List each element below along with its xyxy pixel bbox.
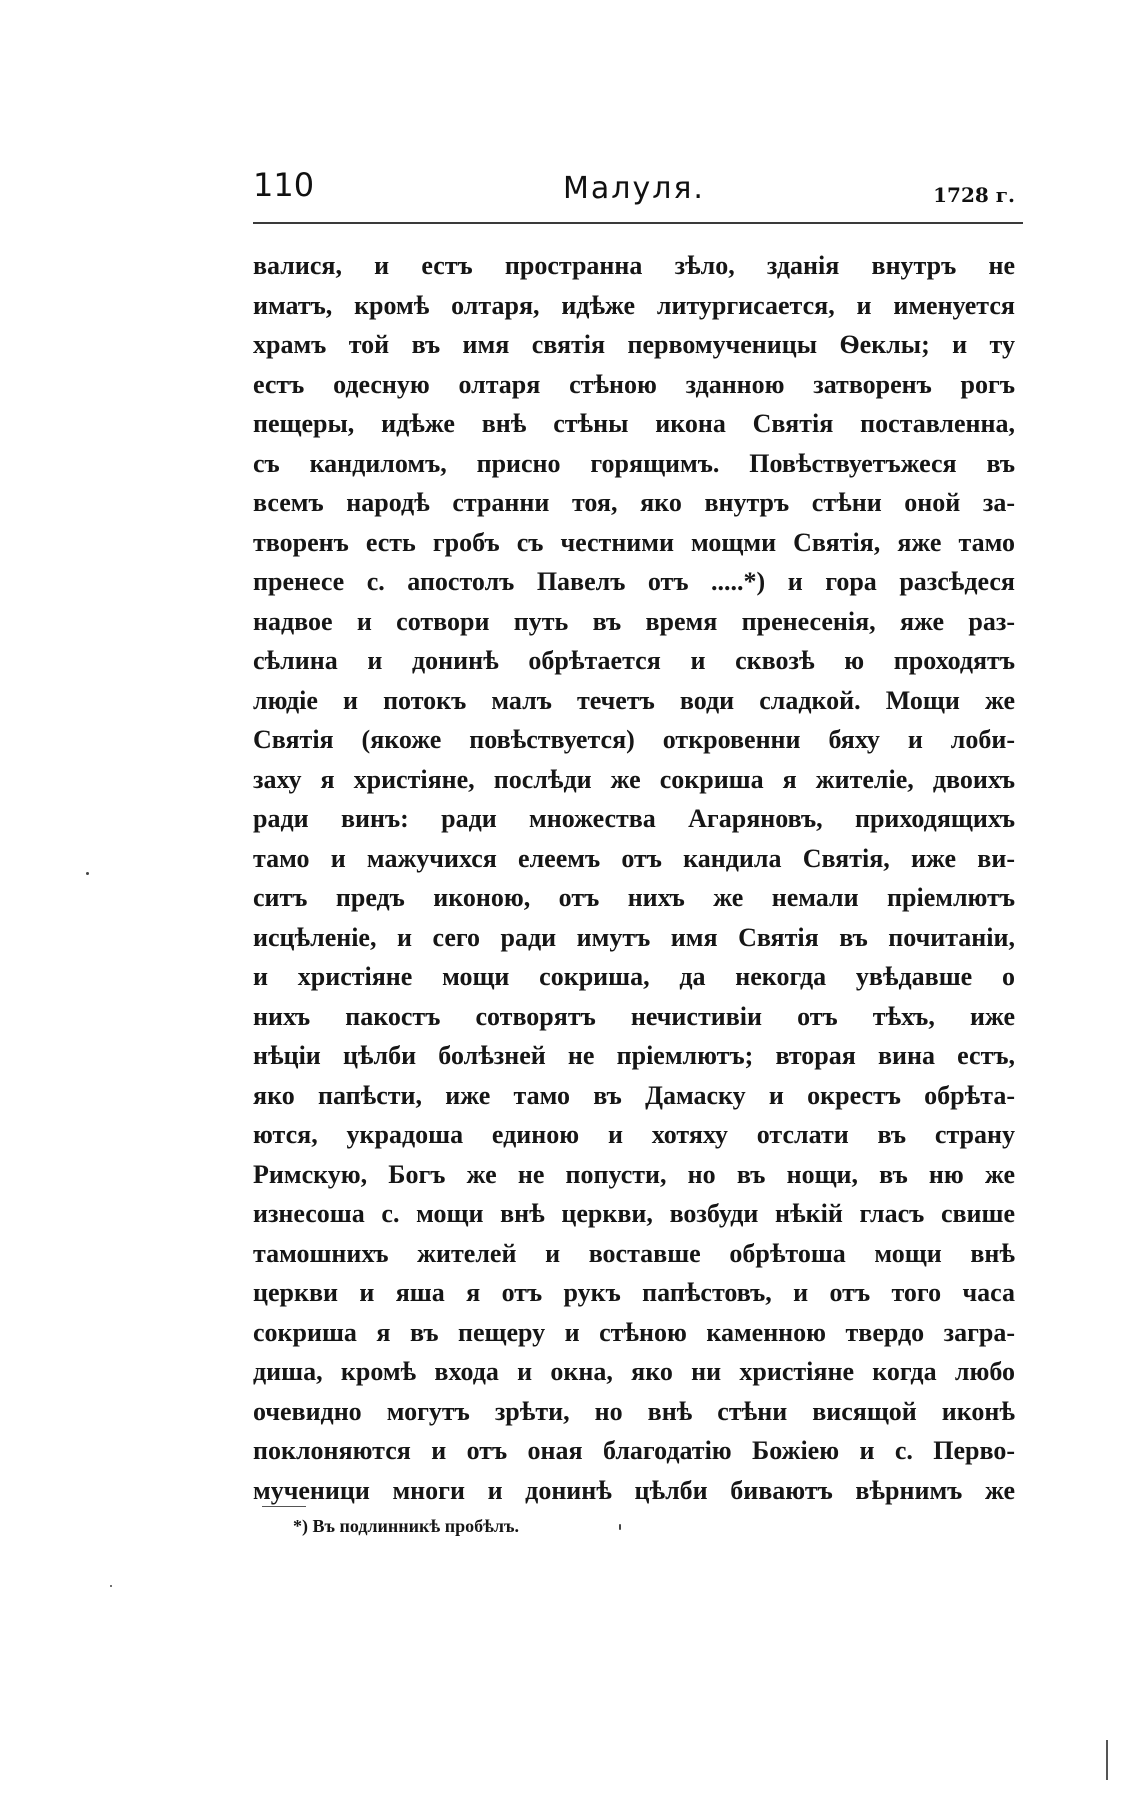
header-rule bbox=[253, 222, 1023, 224]
text-line: творенъ есть гробъ съ честними мощми Святія, яже тамо bbox=[253, 527, 1015, 557]
scan-speck bbox=[619, 1524, 621, 1530]
text-line: нѣціи цѣлби болѣзней не пріемлютъ; вторая вина естъ, bbox=[253, 1041, 1015, 1070]
page-number: 110 bbox=[253, 166, 315, 204]
year-label: 1728 г. bbox=[933, 183, 1015, 207]
text-line: храмъ той въ имя святія первомученицы Ѳеклы; и ту bbox=[253, 330, 1015, 359]
page-header bbox=[253, 165, 1023, 215]
text-line: диша, кромѣ входа и окна, яко ни христіяне когда любо bbox=[253, 1357, 1015, 1386]
text-line: заху я христіяне, послѣди же сокриша я жителіе, двоихъ bbox=[253, 764, 1015, 794]
text-line: нихъ пакостъ сотворятъ нечистивіи отъ тѣхъ, иже bbox=[253, 1001, 1015, 1031]
scan-speck bbox=[86, 872, 89, 875]
text-line: тамошнихъ жителей и воставше обрѣтоша мощи внѣ bbox=[253, 1238, 1015, 1268]
scan-speck bbox=[110, 1585, 112, 1587]
text-line: надвое и сотвори путь въ время пренесенія, яже раз- bbox=[253, 606, 1015, 636]
text-line: поклоняются и отъ оная благодатію Божіею и с. Перво- bbox=[253, 1436, 1015, 1465]
text-line: очевидно могутъ зрѣти, но внѣ стѣни висящой иконѣ bbox=[253, 1396, 1015, 1426]
text-line: пренесе с. апостолъ Павелъ отъ .....*) и гора разсѣдеся bbox=[253, 567, 1015, 596]
text-line: яко папѣсти, иже тамо въ Дамаску и окрестъ обрѣта- bbox=[253, 1080, 1015, 1110]
text-line: пещеры, идѣже внѣ стѣны икона Святія поставленна, bbox=[253, 409, 1015, 438]
text-line: тамо и мажучихся елеемъ отъ кандила Святія, иже ви- bbox=[253, 843, 1015, 873]
text-line: всемъ народѣ странни тоя, яко внутръ стѣни оной за- bbox=[253, 488, 1015, 517]
text-line: ются, украдоша единою и хотяху отслати въ страну bbox=[253, 1120, 1015, 1149]
text-line: ради винъ: ради множества Агаряновъ, приходящихъ bbox=[253, 804, 1015, 833]
text-line: и христіяне мощи сокриша, да некогда увѣдавше о bbox=[253, 962, 1015, 991]
text-line: Римскую, Богъ же не попусти, но въ нощи, въ ню же bbox=[253, 1159, 1015, 1189]
text-line: людіе и потокъ малъ течетъ води сладкой. Мощи же bbox=[253, 685, 1015, 715]
body-text bbox=[253, 246, 1015, 1510]
text-line: мученици многи и донинѣ цѣлби биваютъ вѣрнимъ же bbox=[253, 1475, 1015, 1505]
text-line: иматъ, кромѣ олтаря, идѣже литургисается, и именуется bbox=[253, 290, 1015, 320]
text-line: сѣлина и донинѣ обрѣтается и сквозѣ ю проходятъ bbox=[253, 646, 1015, 675]
text-line: ситъ предъ иконою, отъ нихъ же немали пріемлютъ bbox=[253, 883, 1015, 912]
text-line: валися, и естъ пространна зѣло, зданія внутръ не bbox=[253, 251, 1015, 280]
footnote: *) Въ подлинникѣ пробѣлъ. bbox=[293, 1516, 519, 1536]
footnote-rule bbox=[262, 1506, 306, 1507]
scan-edge-mark bbox=[1106, 1740, 1108, 1780]
text-line: исцѣленіе, и сего ради имутъ имя Святія въ почитаніи, bbox=[253, 922, 1015, 952]
text-line: естъ одесную олтаря стѣною зданною затворенъ рогъ bbox=[253, 369, 1015, 399]
text-line: сокриша я въ пещеру и стѣною каменною твердо загра- bbox=[253, 1317, 1015, 1347]
text-line: церкви и яша я отъ рукъ папѣстовъ, и отъ того часа bbox=[253, 1278, 1015, 1307]
text-line: Святія (якоже повѣствуется) откровенни бяху и лоби- bbox=[253, 725, 1015, 754]
text-line: изнесоша с. мощи внѣ церкви, возбуди нѣкій гласъ свише bbox=[253, 1199, 1015, 1228]
running-title: Малуля. bbox=[563, 171, 705, 206]
text-line: съ кандиломъ, присно горящимъ. Повѣствуетъжеся въ bbox=[253, 448, 1015, 478]
